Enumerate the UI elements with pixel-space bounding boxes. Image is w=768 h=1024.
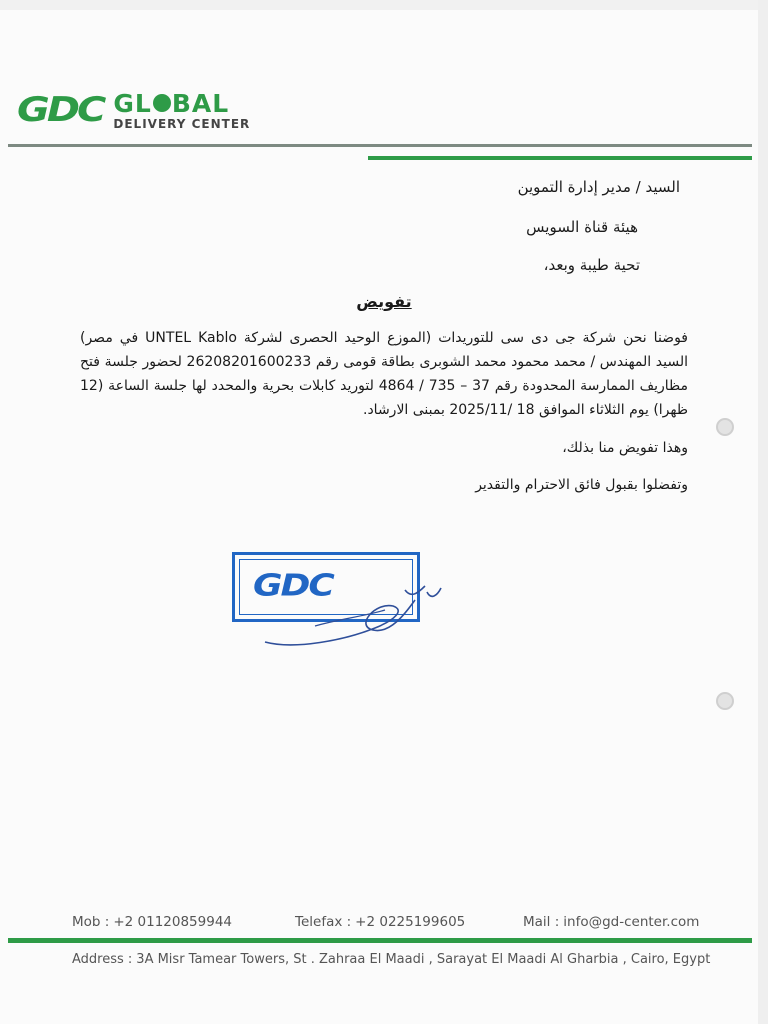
logo-mark: GDC: [17, 90, 104, 130]
footer-rule-green: [8, 938, 752, 943]
globe-icon: [153, 94, 171, 112]
header-rule-green: [368, 156, 752, 160]
footer-mobile: [72, 914, 232, 930]
scan-edge-top: [0, 0, 768, 10]
telefax-value: +2 0225199605: [355, 914, 466, 930]
header-rule-gray: [8, 144, 752, 147]
punch-hole-upper: [716, 418, 734, 436]
letter-body: فوضنا نحن شركة جى دى سى للتوريدات (الموزع الوحيد الحصرى لشركة UNTEL Kablo في مصر) السيد المهندس / محمد محمود محمد الشوبرى بطاقة قومى رقم 26208201600233 لحضور جلسة فتح مظاريف الممارسة المحدودة رقم 37 – 735 / 4864 لتوريد كابلات بحرية والمحدد لها جلسة الساعة (12 ظهرا) يوم الثلاثاء الموافق 18 /2025/11 بمبنى الارشاد.: [80, 330, 688, 418]
logo-word-end: BAL: [171, 88, 230, 118]
closing-line-2: وتفضلوا بقبول فائق الاحترام والتقدير: [475, 477, 688, 493]
telefax-label: Telefax :: [295, 914, 352, 930]
letter-subject: تفويض: [356, 292, 412, 311]
mail-value: info@gd-center.com: [563, 914, 700, 930]
logo-word: [113, 88, 250, 118]
greeting: تحية طيبة وبعد،: [543, 256, 640, 274]
recipient-line-2: هيئة قناة السويس: [526, 218, 638, 236]
company-logo: [17, 88, 250, 132]
address-label: Address :: [72, 952, 133, 967]
logo-subtitle: DELIVERY CENTER: [113, 116, 251, 131]
recipient-line-1: السيد / مدير إدارة التموين: [517, 178, 680, 196]
address-value: 3A Misr Tamear Towers, St . Zahraa El Maadi , Sarayat El Maadi Al Gharbia , Cairo, Egypt: [136, 952, 711, 967]
footer-mail: [523, 914, 699, 930]
mail-label: Mail :: [523, 914, 560, 930]
mobile-label: Mob :: [72, 914, 110, 930]
closing-line-1: وهذا تفويض منا بذلك،: [562, 440, 688, 456]
logo-word-start: GL: [113, 88, 152, 118]
punch-hole-lower: [716, 692, 734, 710]
footer-address: [72, 952, 710, 967]
scan-edge-right: [758, 0, 768, 1024]
logo-wordmark: [113, 88, 251, 131]
mobile-value: +2 01120859944: [113, 914, 233, 930]
signature: [255, 570, 455, 660]
footer-telefax: [295, 914, 465, 930]
stamp-logo: GDC: [253, 568, 333, 603]
